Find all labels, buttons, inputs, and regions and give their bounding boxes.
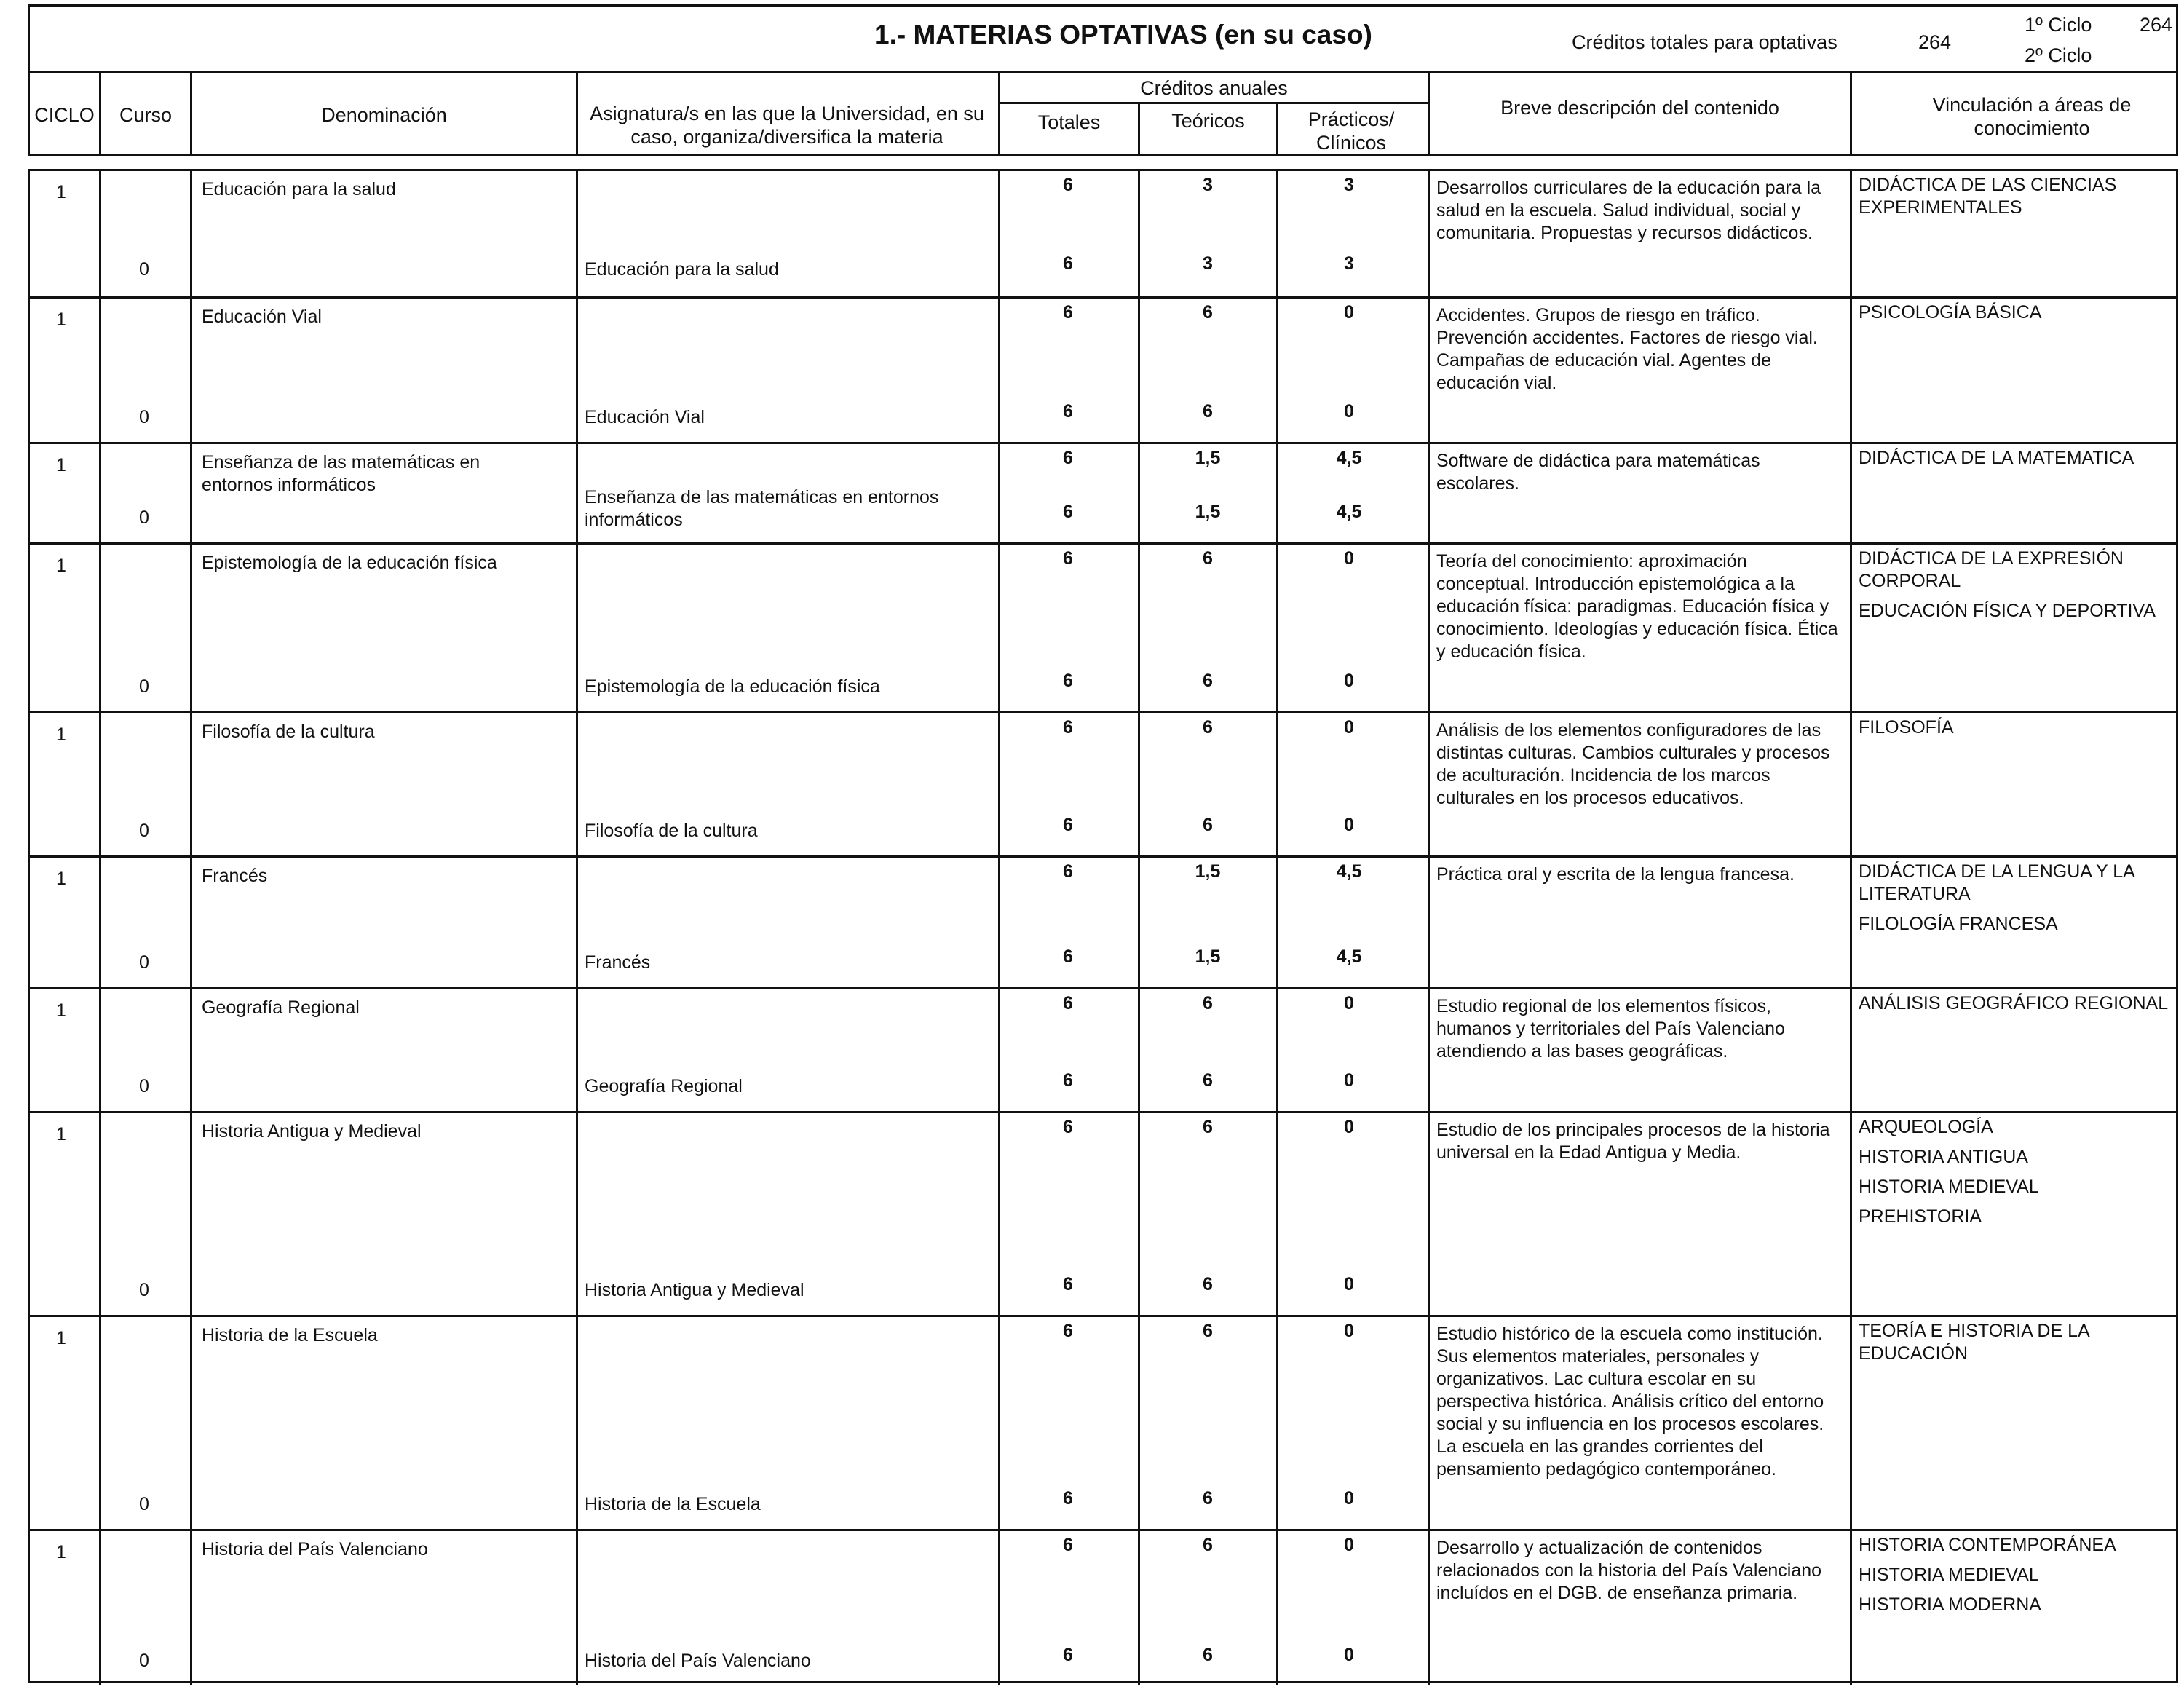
descripcion-cell: Estudio de los principales procesos de la historia universal en la Edad Antigua y Media. — [1436, 1120, 1830, 1163]
table-row — [30, 1111, 2176, 1315]
table-row — [30, 442, 2176, 542]
header-divider — [1276, 102, 1278, 154]
ciclo-cell: 1 — [56, 1124, 66, 1145]
vinculacion-cell — [1859, 447, 2179, 477]
title-bar — [28, 4, 2178, 73]
area-item: EDUCACIÓN FÍSICA Y DEPORTIVA — [1859, 601, 2156, 621]
column-divider — [1428, 171, 1430, 296]
column-divider — [99, 1531, 101, 1685]
totales-cell-lower: 6 — [1063, 946, 1073, 967]
totales-cell-lower: 6 — [1063, 671, 1073, 691]
totales-cell-lower: 6 — [1063, 1645, 1073, 1665]
table-row — [30, 987, 2176, 1111]
asignatura-cell: Filosofía de la cultura — [585, 821, 758, 841]
practicos-cell-lower: 0 — [1344, 401, 1354, 422]
descripcion-cell: Software de didáctica para matemáticas escolares. — [1436, 451, 1760, 494]
header-vinculacion: Vinculación a áreas de conocimiento — [1932, 94, 2132, 139]
curso-cell: 0 — [139, 1494, 149, 1514]
table-row — [30, 1315, 2176, 1529]
column-divider — [1428, 299, 1430, 442]
practicos-cell-lower: 0 — [1344, 1645, 1354, 1665]
denominacion-cell: Geografía Regional — [202, 997, 360, 1018]
teoricos-cell-lower: 6 — [1203, 671, 1213, 691]
totales-cell: 6 — [1063, 861, 1073, 882]
descripcion-cell: Accidentes. Grupos de riesgo en tráfico. Prevención accidentes. Factores de riesgo vial. Campañas de educación vial. Agentes de educación vial. — [1436, 305, 1818, 393]
column-divider — [99, 171, 101, 296]
teoricos-cell-lower: 1,5 — [1195, 502, 1221, 522]
teoricos-cell: 3 — [1203, 175, 1213, 195]
practicos-cell-lower: 3 — [1344, 253, 1354, 274]
area-item: DIDÁCTICA DE LA MATEMATICA — [1859, 448, 2134, 468]
practicos-cell: 0 — [1344, 717, 1354, 738]
totales-cell: 6 — [1063, 1535, 1073, 1555]
column-divider — [1138, 1113, 1140, 1315]
header-denominacion: Denominación — [321, 104, 447, 126]
column-divider — [1850, 299, 1852, 442]
asignatura-cell: Historia del País Valenciano — [585, 1651, 811, 1671]
header-divider — [998, 102, 1428, 104]
column-divider — [998, 713, 1000, 855]
document-title: 1.- MATERIAS OPTATIVAS (en su caso) — [874, 20, 1372, 50]
ciclo1-value: 264 — [2140, 14, 2173, 36]
ciclo-cell: 1 — [56, 724, 66, 745]
header-teoricos: Teóricos — [1171, 110, 1245, 132]
teoricos-cell-lower: 6 — [1203, 401, 1213, 422]
area-item: HISTORIA MEDIEVAL — [1859, 1177, 2039, 1197]
practicos-cell: 0 — [1344, 548, 1354, 569]
column-divider — [1428, 858, 1430, 987]
denominacion-cell: Epistemología de la educación física — [202, 553, 497, 573]
area-item: FILOSOFÍA — [1859, 717, 1954, 738]
practicos-cell: 4,5 — [1336, 448, 1362, 468]
column-divider — [99, 444, 101, 542]
vinculacion-cell — [1859, 1116, 2179, 1236]
practicos-cell: 4,5 — [1336, 861, 1362, 882]
ciclo-cell: 1 — [56, 309, 66, 330]
curso-cell: 0 — [139, 407, 149, 427]
vinculacion-cell — [1859, 992, 2179, 1022]
column-divider — [99, 299, 101, 442]
column-divider — [1138, 1317, 1140, 1529]
header-divider — [1850, 73, 1852, 154]
ciclo-cell: 1 — [56, 1328, 66, 1348]
column-divider — [998, 989, 1000, 1111]
column-divider — [1138, 1531, 1140, 1685]
column-divider — [1428, 1317, 1430, 1529]
teoricos-cell-lower: 6 — [1203, 1274, 1213, 1294]
teoricos-cell-lower: 6 — [1203, 1645, 1213, 1665]
column-divider — [1850, 1113, 1852, 1315]
header-ciclo: CICLO — [34, 104, 95, 126]
curso-cell: 0 — [139, 952, 149, 973]
table-row — [30, 296, 2176, 442]
vinculacion-cell — [1859, 547, 2179, 630]
column-divider — [1138, 545, 1140, 711]
column-divider — [1276, 299, 1278, 442]
vinculacion-cell — [1859, 301, 2179, 331]
practicos-cell-lower: 0 — [1344, 671, 1354, 691]
curso-cell: 0 — [139, 821, 149, 841]
area-item: HISTORIA MEDIEVAL — [1859, 1565, 2039, 1585]
totales-cell: 6 — [1063, 717, 1073, 738]
teoricos-cell-lower: 6 — [1203, 1488, 1213, 1509]
area-item: HISTORIA CONTEMPORÁNEA — [1859, 1535, 2116, 1555]
area-item: DIDÁCTICA DE LA LENGUA Y LA LITERATURA — [1859, 861, 2134, 904]
header-totales: Totales — [1037, 111, 1101, 133]
column-divider — [576, 1113, 578, 1315]
vinculacion-cell — [1859, 174, 2179, 226]
column-divider — [1428, 545, 1430, 711]
credits-total: 264 — [1918, 31, 1952, 53]
area-item: PSICOLOGÍA BÁSICA — [1859, 302, 2042, 323]
curso-cell: 0 — [139, 676, 149, 697]
curso-cell: 0 — [139, 1651, 149, 1671]
column-divider — [190, 1113, 192, 1315]
table-row — [30, 171, 2176, 296]
header-asignatura: Asignatura/s en las que la Universidad, en su caso, organiza/diversifica la materia — [590, 103, 984, 148]
column-divider — [190, 545, 192, 711]
column-divider — [1138, 299, 1140, 442]
column-divider — [576, 299, 578, 442]
totales-cell: 6 — [1063, 448, 1073, 468]
curso-cell: 0 — [139, 1280, 149, 1300]
header-creditos-anuales: Créditos anuales — [1140, 77, 1288, 99]
column-divider — [190, 858, 192, 987]
totales-cell-lower: 6 — [1063, 502, 1073, 522]
asignatura-cell: Historia de la Escuela — [585, 1494, 761, 1514]
area-item: PREHISTORIA — [1859, 1206, 1982, 1227]
descripcion-cell: Estudio histórico de la escuela como institución. Sus elementos materiales, personales y organizativos. Lac cultura escolar en su perspectiva histórica. Análisis crítico del entorno social y su influencia en los procesos escolares. La escuela en las grandes corrientes del pensamiento pedagógico contemporáneo. — [1436, 1324, 1824, 1479]
column-divider — [576, 545, 578, 711]
ciclo-cell: 1 — [56, 182, 66, 202]
column-divider — [576, 444, 578, 542]
teoricos-cell: 6 — [1203, 1321, 1213, 1341]
descripcion-cell: Desarrollo y actualización de contenidos relacionados con la historia del País Valenciano incluídos en el DGB. de enseñanza primaria. — [1436, 1538, 1822, 1603]
column-divider — [99, 989, 101, 1111]
column-divider — [190, 444, 192, 542]
column-divider — [1276, 1531, 1278, 1685]
asignatura-cell: Educación Vial — [585, 407, 705, 427]
column-divider — [190, 1531, 192, 1685]
area-item: HISTORIA ANTIGUA — [1859, 1147, 2028, 1167]
column-divider — [576, 1317, 578, 1529]
column-divider — [1850, 444, 1852, 542]
column-divider — [99, 713, 101, 855]
descripcion-cell: Desarrollos curriculares de la educación para la salud en la escuela. Salud individual, social y comunitaria. Propuestas y recursos didácticos. — [1436, 178, 1821, 243]
table-row — [30, 711, 2176, 855]
teoricos-cell: 1,5 — [1195, 861, 1221, 882]
column-divider — [998, 1317, 1000, 1529]
column-divider — [998, 1531, 1000, 1685]
descripcion-cell: Práctica oral y escrita de la lengua francesa. — [1436, 864, 1795, 885]
vinculacion-cell — [1859, 861, 2179, 943]
column-divider — [99, 858, 101, 987]
ciclo-cell: 1 — [56, 869, 66, 889]
column-divider — [998, 545, 1000, 711]
area-item: HISTORIA MODERNA — [1859, 1594, 2041, 1615]
column-divider — [1276, 989, 1278, 1111]
practicos-cell: 3 — [1344, 175, 1354, 195]
materias-table — [28, 169, 2178, 1683]
curso-cell: 0 — [139, 1076, 149, 1096]
header-divider — [576, 73, 578, 154]
column-divider — [1850, 1531, 1852, 1685]
column-divider — [998, 299, 1000, 442]
column-divider — [190, 989, 192, 1111]
ciclo-cell: 1 — [56, 1000, 66, 1021]
practicos-cell: 0 — [1344, 1321, 1354, 1341]
column-divider — [1850, 713, 1852, 855]
practicos-cell: 0 — [1344, 1117, 1354, 1137]
column-divider — [1276, 444, 1278, 542]
descripcion-cell: Teoría del conocimiento: aproximación conceptual. Introducción epistemológica a la educación física: paradigmas. Educación física y conocimiento. Ideologías y educación física. Ética y educación física. — [1436, 551, 1838, 662]
column-divider — [99, 1113, 101, 1315]
ciclo-cell: 1 — [56, 455, 66, 475]
header-descripcion: Breve descripción del contenido — [1500, 97, 1779, 119]
column-divider — [998, 1113, 1000, 1315]
column-divider — [1428, 444, 1430, 542]
column-divider — [576, 713, 578, 855]
totales-cell-lower: 6 — [1063, 253, 1073, 274]
area-item: FILOLOGÍA FRANCESA — [1859, 914, 2058, 934]
column-divider — [998, 858, 1000, 987]
header-practicos: Prácticos/ Clínicos — [1307, 108, 1395, 154]
totales-cell-lower: 6 — [1063, 815, 1073, 835]
totales-cell: 6 — [1063, 175, 1073, 195]
practicos-cell: 0 — [1344, 302, 1354, 323]
column-divider — [1850, 171, 1852, 296]
denominacion-cell: Filosofía de la cultura — [202, 722, 375, 742]
totales-cell-lower: 6 — [1063, 1488, 1073, 1509]
asignatura-cell: Geografía Regional — [585, 1076, 743, 1096]
teoricos-cell: 6 — [1203, 993, 1213, 1013]
denominacion-cell: Historia Antigua y Medieval — [202, 1121, 422, 1142]
totales-cell: 6 — [1063, 302, 1073, 323]
column-divider — [190, 171, 192, 296]
practicos-cell-lower: 4,5 — [1336, 946, 1362, 967]
totales-cell: 6 — [1063, 993, 1073, 1013]
teoricos-cell: 6 — [1203, 717, 1213, 738]
column-divider — [998, 171, 1000, 296]
ciclo-cell: 1 — [56, 556, 66, 576]
denominacion-cell: Francés — [202, 866, 268, 886]
asignatura-cell: Historia Antigua y Medieval — [585, 1280, 804, 1300]
totales-cell-lower: 6 — [1063, 1274, 1073, 1294]
ciclo1-label: 1º Ciclo — [2025, 14, 2092, 36]
area-item: DIDÁCTICA DE LAS CIENCIAS EXPERIMENTALES — [1859, 175, 2117, 218]
asignatura-cell: Educación para la salud — [585, 259, 779, 280]
totales-cell: 6 — [1063, 1117, 1073, 1137]
practicos-cell-lower: 0 — [1344, 1488, 1354, 1509]
ciclo2-label: 2º Ciclo — [2025, 44, 2092, 66]
column-divider — [1138, 989, 1140, 1111]
column-divider — [1138, 858, 1140, 987]
denominacion-cell: Historia del País Valenciano — [202, 1539, 428, 1559]
area-item: ARQUEOLOGÍA — [1859, 1117, 1993, 1137]
teoricos-cell-lower: 6 — [1203, 815, 1213, 835]
area-item: TEORÍA E HISTORIA DE LA EDUCACIÓN — [1859, 1321, 2089, 1364]
table-header — [28, 73, 2178, 156]
teoricos-cell: 6 — [1203, 548, 1213, 569]
teoricos-cell-lower: 3 — [1203, 253, 1213, 274]
column-divider — [190, 299, 192, 442]
column-divider — [576, 858, 578, 987]
credits-label: Créditos totales para optativas — [1572, 31, 1837, 53]
column-divider — [1850, 989, 1852, 1111]
column-divider — [1850, 858, 1852, 987]
denominacion-cell: Educación Vial — [202, 307, 322, 327]
teoricos-cell-lower: 1,5 — [1195, 946, 1221, 967]
teoricos-cell: 6 — [1203, 302, 1213, 323]
column-divider — [1850, 545, 1852, 711]
table-row — [30, 855, 2176, 987]
column-divider — [1276, 1317, 1278, 1529]
practicos-cell-lower: 4,5 — [1336, 502, 1362, 522]
column-divider — [1138, 713, 1140, 855]
column-divider — [576, 171, 578, 296]
column-divider — [1276, 171, 1278, 296]
practicos-cell-lower: 0 — [1344, 815, 1354, 835]
descripcion-cell: Estudio regional de los elementos físicos, humanos y territoriales del País Valenciano atendiendo a las bases geográficas. — [1436, 996, 1785, 1062]
column-divider — [99, 1317, 101, 1529]
table-row — [30, 1529, 2176, 1685]
teoricos-cell: 6 — [1203, 1117, 1213, 1137]
teoricos-cell-lower: 6 — [1203, 1070, 1213, 1091]
teoricos-cell: 1,5 — [1195, 448, 1221, 468]
column-divider — [1276, 858, 1278, 987]
table-row — [30, 542, 2176, 711]
area-item: ANÁLISIS GEOGRÁFICO REGIONAL — [1859, 993, 2169, 1013]
column-divider — [190, 713, 192, 855]
column-divider — [1276, 713, 1278, 855]
totales-cell-lower: 6 — [1063, 1070, 1073, 1091]
vinculacion-cell — [1859, 716, 2179, 746]
column-divider — [1428, 713, 1430, 855]
column-divider — [190, 1317, 192, 1529]
denominacion-cell: Historia de la Escuela — [202, 1325, 378, 1345]
column-divider — [99, 545, 101, 711]
column-divider — [1138, 444, 1140, 542]
column-divider — [998, 444, 1000, 542]
column-divider — [576, 1531, 578, 1685]
column-divider — [1276, 1113, 1278, 1315]
denominacion-cell: Enseñanza de las matemáticas en entornos informáticos — [202, 452, 480, 495]
totales-cell-lower: 6 — [1063, 401, 1073, 422]
column-divider — [1276, 545, 1278, 711]
denominacion-cell: Educación para la salud — [202, 179, 396, 199]
column-divider — [1850, 1317, 1852, 1529]
totales-cell: 6 — [1063, 548, 1073, 569]
descripcion-cell: Análisis de los elementos configuradores de las distintas culturas. Cambios culturales y procesos de aculturación. Incidencia de los marcos culturales en los procesos educativos. — [1436, 720, 1830, 808]
practicos-cell: 0 — [1344, 1535, 1354, 1555]
totales-cell: 6 — [1063, 1321, 1073, 1341]
header-curso: Curso — [119, 104, 173, 126]
asignatura-cell: Francés — [585, 952, 651, 973]
curso-cell: 0 — [139, 259, 149, 280]
vinculacion-cell — [1859, 1320, 2179, 1372]
practicos-cell-lower: 0 — [1344, 1274, 1354, 1294]
vinculacion-cell — [1859, 1534, 2179, 1624]
practicos-cell-lower: 0 — [1344, 1070, 1354, 1091]
teoricos-cell: 6 — [1203, 1535, 1213, 1555]
column-divider — [1428, 1113, 1430, 1315]
curso-cell: 0 — [139, 507, 149, 528]
asignatura-cell: Epistemología de la educación física — [585, 676, 880, 697]
ciclo-cell: 1 — [56, 1542, 66, 1562]
practicos-cell: 0 — [1344, 993, 1354, 1013]
asignatura-cell: Enseñanza de las matemáticas en entornos informáticos — [585, 487, 939, 530]
area-item: DIDÁCTICA DE LA EXPRESIÓN CORPORAL — [1859, 548, 2124, 591]
column-divider — [1428, 1531, 1430, 1685]
column-divider — [1138, 171, 1140, 296]
column-divider — [1428, 989, 1430, 1111]
column-divider — [576, 989, 578, 1111]
